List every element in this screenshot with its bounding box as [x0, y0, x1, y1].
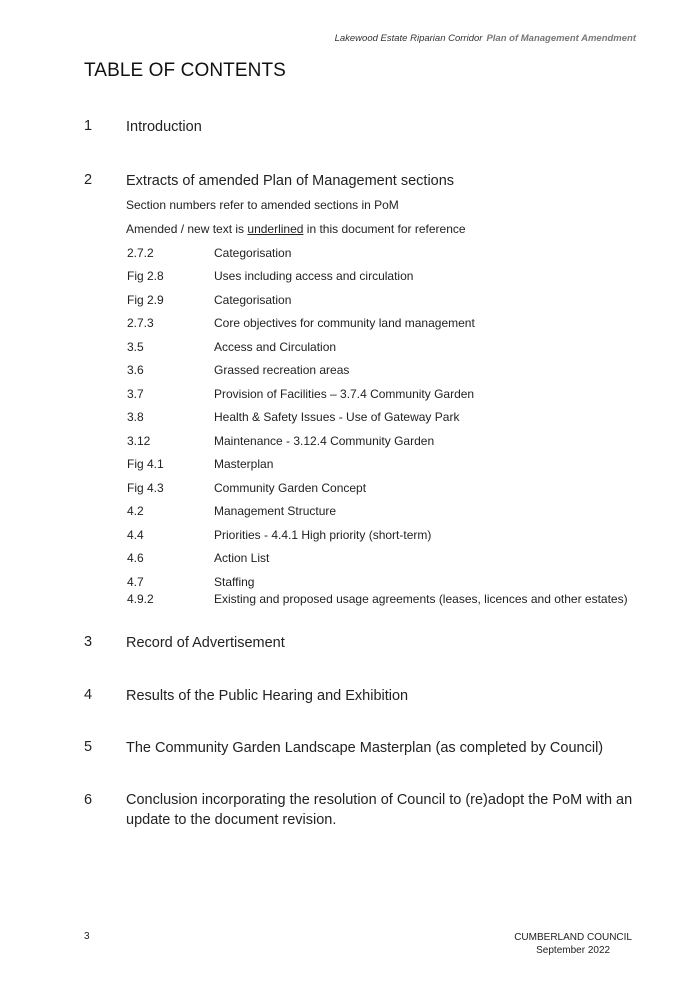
subsection-title: Community Garden Concept — [214, 481, 367, 495]
subsection-title: Categorisation — [214, 293, 292, 307]
header-doc-name: Lakewood Estate Riparian Corridor — [334, 33, 483, 44]
subsection-title: Action List — [214, 551, 270, 565]
subsection-number: 3.7 — [127, 387, 144, 401]
subsection-title: Grassed recreation areas — [214, 363, 350, 377]
running-header — [335, 33, 636, 44]
section-title-2: Extracts of amended Plan of Management sections — [126, 173, 455, 189]
note2-before: Amended / new text is — [126, 222, 248, 236]
subsection-title: Management Structure — [214, 504, 337, 518]
subsection-title: Priorities - 4.4.1 High priority (short-term) — [214, 528, 432, 542]
section-number-5: 5 — [84, 739, 93, 755]
subsection-title: Health & Safety Issues - Use of Gateway Park — [214, 410, 460, 424]
section-title-4: Results of the Public Hearing and Exhibition — [126, 688, 409, 704]
section2-note-2 — [126, 222, 466, 236]
subsection-number: 2.7.3 — [127, 316, 154, 330]
header-doc-type: Plan of Management Amendment — [486, 33, 636, 44]
subsection-number: 4.7 — [127, 575, 144, 589]
note2-after: in this document for reference — [303, 222, 466, 236]
subsection-number: 3.6 — [127, 363, 144, 377]
section-title-1: Introduction — [126, 119, 202, 135]
footer-date: September 2022 — [536, 945, 611, 956]
section-number-3: 3 — [84, 634, 93, 650]
subsection-title: Uses including access and circulation — [214, 269, 414, 283]
section-number-6: 6 — [84, 792, 93, 808]
section-number-2: 2 — [84, 172, 93, 188]
section2-note-1: Section numbers refer to amended sections in PoM — [126, 198, 399, 212]
subsection-number: Fig 4.1 — [127, 457, 164, 471]
footer-page-number: 3 — [84, 931, 90, 942]
subsection-title: Provision of Facilities – 3.7.4 Community Garden — [214, 387, 475, 401]
section-title-5: The Community Garden Landscape Masterplan (as completed by Council) — [126, 740, 604, 756]
subsection-number: 4.6 — [127, 551, 144, 565]
subsection-number: 4.4 — [127, 528, 144, 542]
subsection-number: 4.9.2 — [127, 592, 154, 606]
subsection-number: 2.7.2 — [127, 246, 154, 260]
page-title: TABLE OF CONTENTS — [84, 60, 286, 81]
subsection-title: Masterplan — [214, 457, 274, 471]
section-title-6: Conclusion incorporating the resolution of Council to (re)adopt the PoM with an update to the document revision. — [126, 792, 633, 828]
subsection-number: 3.8 — [127, 410, 144, 424]
subsection-title: Staffing — [214, 575, 255, 589]
subsection-title: Existing and proposed usage agreements (leases, licences and other estates) — [214, 592, 628, 606]
section-number-1: 1 — [84, 118, 93, 134]
subsection-title: Categorisation — [214, 246, 292, 260]
subsection-number: 3.12 — [127, 434, 151, 448]
subsection-number: Fig 2.9 — [127, 293, 164, 307]
subsection-number: Fig 2.8 — [127, 269, 164, 283]
subsection-number: Fig 4.3 — [127, 481, 164, 495]
subsection-number: 4.2 — [127, 504, 144, 518]
subsection-title: Core objectives for community land management — [214, 316, 475, 330]
footer-org-name: CUMBERLAND COUNCIL — [514, 932, 632, 943]
section-title-3: Record of Advertisement — [126, 635, 285, 651]
note2-underlined: underlined — [247, 222, 304, 236]
subsection-number: 3.5 — [127, 340, 144, 354]
subsection-title: Maintenance - 3.12.4 Community Garden — [214, 434, 435, 448]
footer-org-block — [514, 931, 632, 957]
section-number-4: 4 — [84, 687, 93, 703]
subsection-title: Access and Circulation — [214, 340, 337, 354]
